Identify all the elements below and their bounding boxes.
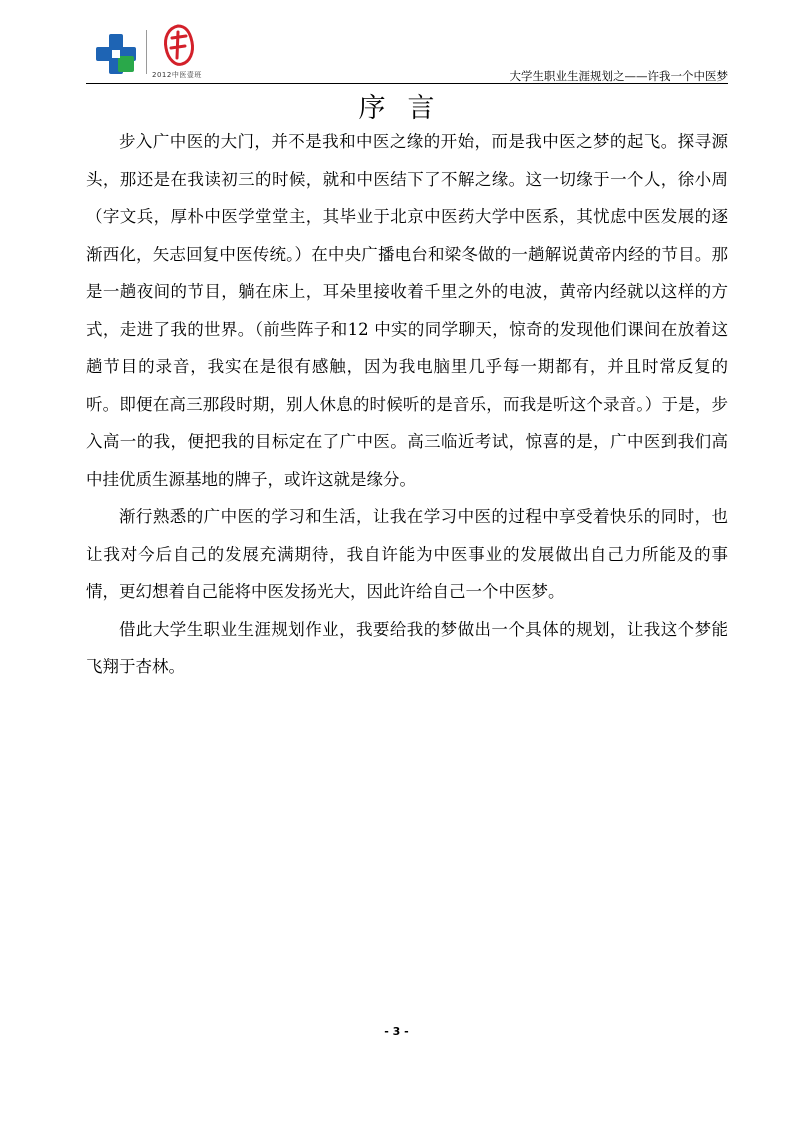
running-header-title: 大学生职业生涯规划之——许我一个中医梦 [509,69,728,83]
document-body [86,123,728,686]
logo-divider [146,30,147,74]
paragraph: 步入广中医的大门，并不是我和中医之缘的开始，而是我中医之梦的起飞。探寻源头，那还是在我读初三的时候，就和中医结下了不解之缘。这一切缘于一个人，徐小周（字文兵，厚朴中医学堂堂主，其毕业于北京中医药大学中医系，其忧虑中医发展的逐渐西化，矢志回复中医传统。）在中央广播电台和梁冬做的一趟解说黄帝内经的节目。那是一趟夜间的节目，躺在床上，耳朵里接收着千里之外的电波，黄帝内经就以这样的方式，走进了我的世界。（前些阵子和12 中实的同学聊天，惊奇的发现他们课间在放着这趟节目的录音，我实在是很有感触，因为我电脑里几乎每一期都有，并且时常反复的听。即便在高三那段时期，别人休息的时候听的是音乐，而我是听这个录音。）于是，步入高一的我，便把我的目标定在了广中医。高三临近考试，惊喜的是，广中医到我们高中挂优质生源基地的牌子，或许这就是缘分。 [86,132,728,489]
page-header [86,22,728,84]
paragraph: 借此大学生职业生涯规划作业，我要给我的梦做出一个具体的规划，让我这个梦能飞翔于杏林。 [86,619,728,676]
paragraph: 渐行熟悉的广中医的学习和生活，让我在学习中医的过程中享受着快乐的同时，也让我对今后自己的发展充满期待，我自许能为中医事业的发展做出自己力所能及的事情，更幻想着自己能将中医发扬光大，因此许给自己一个中医梦。 [86,507,728,601]
document-title: 序言 [358,93,457,124]
header-rule [86,83,728,84]
red-seal-logo-icon [160,24,196,68]
logo-caption: 2012中医壹班 [152,71,202,79]
medical-cross-logo-icon [94,32,138,76]
page-number: - 3 - [384,1025,409,1038]
